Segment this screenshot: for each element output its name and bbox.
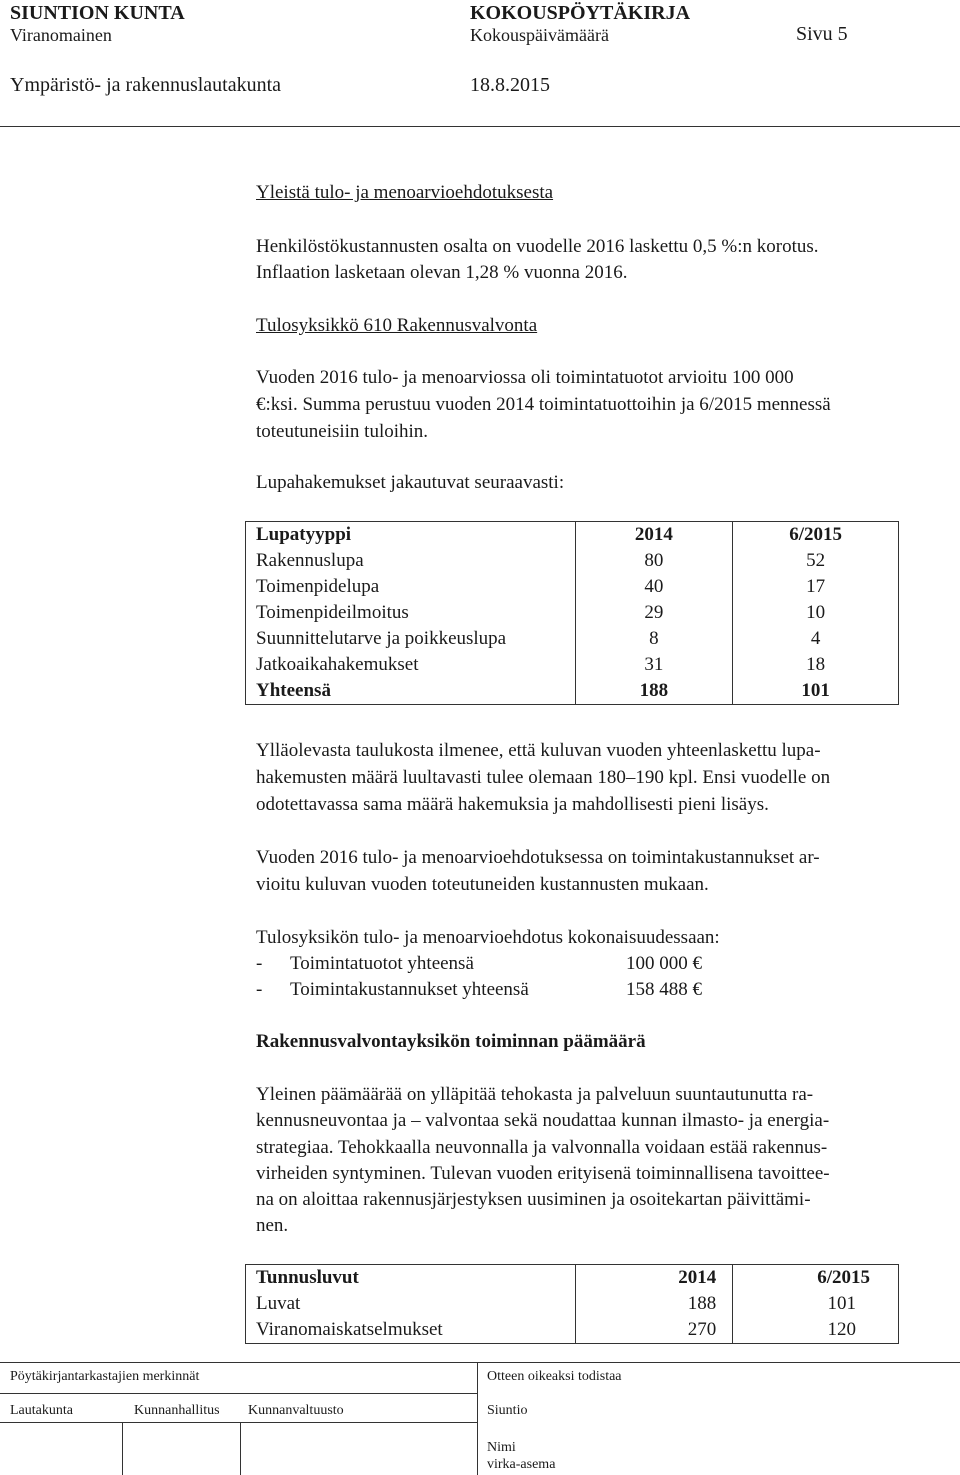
- header-divider: [0, 126, 960, 127]
- list-item-label: Toimintakustannukset yhteensä: [290, 979, 529, 1000]
- paragraph-line: kennusneuvontaa ja – valvontaa sekä noudattaa kunnan ilmasto- ja energia-: [256, 1110, 830, 1131]
- list-item-dash: -: [256, 979, 263, 1000]
- paragraph-line: Lupahakemukset jakautuvat seuraavasti:: [256, 472, 565, 493]
- key-figures-table: [245, 1264, 899, 1344]
- table-cell: 4: [733, 626, 899, 652]
- paragraph-line: Inflaation lasketaan olevan 1,28 % vuonna 2016.: [256, 262, 628, 283]
- paragraph-line: hakemusten määrä luultavasti tulee olemaan 180–190 kpl. Ensi vuodelle on: [256, 767, 831, 788]
- heading-unit-610: Tulosyksikkö 610 Rakennusvalvonta: [256, 315, 538, 336]
- place-label: Siuntio: [487, 1403, 528, 1418]
- paragraph-line: €:ksi. Summa perustuu vuoden 2014 toimintatuottoihin ja 6/2015 mennessä: [256, 394, 831, 415]
- table-cell: 10: [733, 600, 899, 626]
- table-row: [246, 1317, 899, 1344]
- table-header-cell: 2014: [575, 1265, 733, 1292]
- footer-top-border: [0, 1362, 960, 1363]
- page-number: Sivu 5: [796, 23, 848, 45]
- table-header-row: [246, 1265, 899, 1292]
- table-cell: 120: [733, 1317, 899, 1344]
- list-item-label: Toimintatuotot yhteensä: [290, 953, 474, 974]
- table-cell: Suunnittelutarve ja poikkeuslupa: [246, 626, 576, 652]
- table-cell: Toimenpideilmoitus: [246, 600, 576, 626]
- permit-types-table: [245, 521, 899, 705]
- footer-row-divider: [0, 1393, 478, 1394]
- table-cell: 188: [575, 1291, 733, 1317]
- table-cell: 8: [575, 626, 733, 652]
- paragraph-line: virheiden syntyminen. Tulevan vuoden erityisenä toiminnallisena tavoittee-: [256, 1163, 830, 1184]
- position-label: virka-asema: [487, 1457, 556, 1472]
- footer-vertical-divider: [477, 1362, 478, 1475]
- government-label: Kunnanhallitus: [134, 1403, 220, 1418]
- footer-cell-divider: [122, 1422, 123, 1475]
- table-header-cell: 2014: [575, 522, 733, 549]
- table-cell: 31: [575, 652, 733, 678]
- table-cell: 17: [733, 574, 899, 600]
- table-cell: Yhteensä: [246, 678, 576, 705]
- table-header-cell: 6/2015: [733, 1265, 899, 1292]
- heading-objective: Rakennusvalvontayksikön toiminnan päämäärä: [256, 1031, 646, 1052]
- meeting-date-label: Kokouspäivämäärä: [470, 25, 609, 45]
- table-row: [246, 652, 899, 678]
- municipality-name: SIUNTION KUNTA: [10, 2, 185, 24]
- paragraph-line: na on aloittaa rakennusjärjestyksen uusiminen ja osoitekartan päivittämi-: [256, 1189, 811, 1210]
- table-cell: Viranomaiskatselmukset: [246, 1317, 576, 1344]
- table-cell: Jatkoaikahakemukset: [246, 652, 576, 678]
- paragraph-line: vioitu kuluvan vuoden toteutuneiden kustannusten mukaan.: [256, 874, 709, 895]
- table-cell: 29: [575, 600, 733, 626]
- table-header-cell: Lupatyyppi: [246, 522, 576, 549]
- name-label: Nimi: [487, 1440, 516, 1455]
- table-cell: 101: [733, 1291, 899, 1317]
- document-type: KOKOUSPÖYTÄKIRJA: [470, 2, 691, 24]
- table-row: [246, 548, 899, 574]
- footer-cell-divider: [240, 1422, 241, 1475]
- paragraph-line: Tulosyksikön tulo- ja menoarvioehdotus kokonaisuudessaan:: [256, 927, 720, 948]
- table-row: [246, 574, 899, 600]
- list-item-value: 100 000 €: [626, 953, 702, 974]
- paragraph-line: odotettavassa sama määrä hakemuksia ja mahdollisesti pieni lisäys.: [256, 794, 769, 815]
- list-item-value: 158 488 €: [626, 979, 702, 1000]
- table-row: [246, 1291, 899, 1317]
- table-row: [246, 600, 899, 626]
- table-header-row: [246, 522, 899, 549]
- table-cell: 270: [575, 1317, 733, 1344]
- heading-general: Yleistä tulo- ja menoarvioehdotuksesta: [256, 182, 554, 203]
- table-cell: 40: [575, 574, 733, 600]
- list-item-dash: -: [256, 953, 263, 974]
- paragraph-line: Henkilöstökustannusten osalta on vuodelle 2016 laskettu 0,5 %:n korotus.: [256, 236, 819, 257]
- table-cell: Rakennuslupa: [246, 548, 576, 574]
- table-cell: Luvat: [246, 1291, 576, 1317]
- board-label: Lautakunta: [10, 1403, 73, 1418]
- council-label: Kunnanvaltuusto: [248, 1403, 344, 1418]
- table-cell: 52: [733, 548, 899, 574]
- paragraph-line: toteutuneisiin tuloihin.: [256, 421, 429, 442]
- footer-row-divider: [0, 1422, 478, 1423]
- paragraph-line: strategiaa. Tehokkaalla neuvonnalla ja valvonnalla voidaan estää rakennus-: [256, 1137, 828, 1158]
- paragraph-line: Vuoden 2016 tulo- ja menoarvioehdotuksessa on toimintakustannukset ar-: [256, 847, 820, 868]
- paragraph-line: Ylläolevasta taulukosta ilmenee, että kuluvan vuoden yhteenlaskettu lupa-: [256, 740, 821, 761]
- authority-name: Ympäristö- ja rakennuslautakunta: [10, 74, 282, 96]
- reviewers-label: Pöytäkirjantarkastajien merkinnät: [10, 1369, 200, 1384]
- paragraph-line: Vuoden 2016 tulo- ja menoarviossa oli toimintatuotot arvioitu 100 000: [256, 367, 794, 388]
- table-row: [246, 626, 899, 652]
- meeting-date: 18.8.2015: [470, 74, 550, 96]
- table-cell: 80: [575, 548, 733, 574]
- authority-label: Viranomainen: [10, 25, 112, 45]
- table-cell: 101: [733, 678, 899, 705]
- table-header-cell: 6/2015: [733, 522, 899, 549]
- table-cell: 18: [733, 652, 899, 678]
- paragraph-line: nen.: [256, 1215, 289, 1236]
- table-total-row: [246, 678, 899, 705]
- table-cell: Toimenpidelupa: [246, 574, 576, 600]
- paragraph-line: Yleinen päämäärää on ylläpitää tehokasta ja palveluun suuntautunutta ra-: [256, 1084, 814, 1105]
- certified-label: Otteen oikeaksi todistaa: [487, 1369, 622, 1384]
- table-cell: 188: [575, 678, 733, 705]
- table-header-cell: Tunnusluvut: [246, 1265, 576, 1292]
